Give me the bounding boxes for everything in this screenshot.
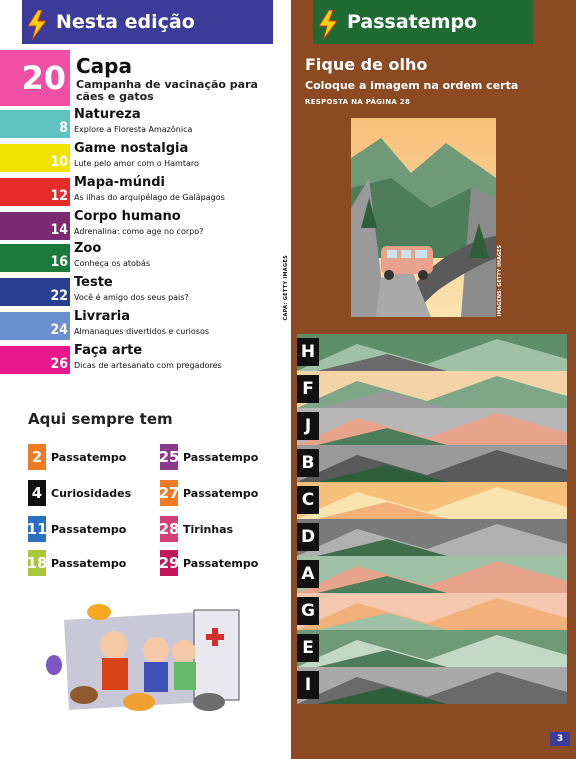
always-item [160,444,258,470]
puzzle-strip-letter: A [297,560,319,588]
toc-item-title: Mapa-múndi [74,175,165,190]
toc-item-title: Zoo [74,241,102,256]
toc-item-number: 22 [0,278,70,306]
toc-item-number: 14 [0,212,70,240]
puzzle-strip-letter: J [297,412,319,440]
toc-item-subtitle: Explore a Floresta Amazônica [74,125,193,134]
puzzle-strip-letter: E [297,634,319,662]
toc-item-number: 12 [0,178,70,206]
toc-item-subtitle: Lute pelo amor com o Hamtaro [74,159,199,168]
always-item-number: 29 [160,550,178,576]
always-item [160,516,233,542]
puzzle-strip-letter: B [297,449,319,477]
puzzle-strip [297,630,567,667]
cover-subtitle: Campanha de vacinação para cães e gatos [76,78,258,103]
toc-item-subtitle: Adrenalina: como age no corpo? [74,227,204,236]
always-item [28,480,131,506]
puzzle-strip-letter: D [297,523,319,551]
toc-item [0,141,283,172]
cover-number: 20 [0,50,70,106]
toc-item-title: Livraria [74,309,131,324]
strip-image [297,667,567,704]
always-item-label: Passatempo [51,556,127,570]
cover-title: Capa [76,54,132,78]
strip-image [297,519,567,556]
always-item-number: 2 [28,444,46,470]
always-item-label: Passatempo [183,556,259,570]
toc-item-subtitle: Dicas de artesanato com pregadores [74,361,222,370]
strip-image [297,482,567,519]
puzzle-strip-letter: I [297,671,319,699]
toc-item-number: 16 [0,244,70,272]
page-number: 3 [550,732,570,746]
strip-image [297,408,567,445]
puzzle-answer-note: RESPOSTA NA PÁGINA 28 [305,98,411,106]
puzzle-strip-letter: G [297,597,319,625]
always-item [28,550,126,576]
puzzle-strip [297,408,567,445]
always-item [160,550,258,576]
always-item-number: 27 [160,480,178,506]
puzzle-strip-letter: F [297,375,319,403]
cover-illustration [44,590,274,725]
toc-item [0,175,283,206]
toc-item-title: Game nostalgia [74,141,189,156]
reference-image [351,118,496,317]
toc-item-subtitle: As ilhas do arquipélago de Galápagos [74,193,225,202]
strip-image [297,334,567,371]
always-title: Aqui sempre tem [28,410,173,428]
puzzle-subtitle: Coloque a imagem na ordem certa [305,79,519,92]
puzzle-strip [297,445,567,482]
toc-item-title: Teste [74,275,113,290]
toc-item-subtitle: Almanaques divertidos e curiosos [74,327,210,336]
puzzle-strip [297,556,567,593]
puzzle-strip-letter: C [297,486,319,514]
toc-item-number: 26 [0,346,70,374]
cover-credit: CAPA: GETTY IMAGES [283,255,289,321]
always-item-label: Tirinhas [183,522,234,536]
toc-item-title: Natureza [74,107,141,122]
puzzle-strip [297,482,567,519]
toc-item-number: 10 [0,144,70,172]
always-item-number: 25 [160,444,178,470]
always-item-number: 4 [28,480,46,506]
images-credit: IMAGENS: GETTY IMAGES [497,245,503,317]
always-item [28,444,126,470]
always-item-label: Passatempo [183,450,259,464]
lightning-bolt-icon [317,10,339,40]
puzzle-strip [297,519,567,556]
toc-item-subtitle: Conheça os atobás [74,259,151,268]
puzzle-strip [297,371,567,408]
contents-header [22,0,273,44]
always-item-label: Passatempo [183,486,259,500]
toc-item-number: 8 [0,110,70,138]
lightning-bolt-icon [26,10,48,40]
strip-image [297,371,567,408]
toc-item [0,275,283,306]
puzzle-strip-letter: H [297,338,319,366]
puzzle-strips [297,334,567,704]
toc-item-title: Faça arte [74,343,143,358]
puzzle-strip [297,334,567,371]
toc-item-title: Corpo humano [74,209,181,224]
always-item-label: Curiosidades [51,486,132,500]
puzzle-header-title: Passatempo [347,11,478,33]
toc-item [0,309,283,340]
always-item-label: Passatempo [51,450,127,464]
always-item-number: 11 [28,516,46,542]
strip-image [297,630,567,667]
always-item [160,480,258,506]
always-item-label: Passatempo [51,522,127,536]
strip-image [297,556,567,593]
puzzle-title: Fique de olho [305,55,428,74]
puzzle-strip [297,667,567,704]
puzzle-header [313,0,533,44]
always-item-number: 18 [28,550,46,576]
toc-item [0,343,283,374]
toc-item-number: 24 [0,312,70,340]
contents-title: Nesta edição [56,11,195,33]
always-item-number: 28 [160,516,178,542]
puzzle-strip [297,593,567,630]
toc-item [0,107,283,138]
strip-image [297,593,567,630]
always-item [28,516,126,542]
strip-image [297,445,567,482]
toc-item-subtitle: Você é amigo dos seus pais? [74,293,189,302]
toc-item [0,209,283,240]
toc-item [0,241,283,272]
